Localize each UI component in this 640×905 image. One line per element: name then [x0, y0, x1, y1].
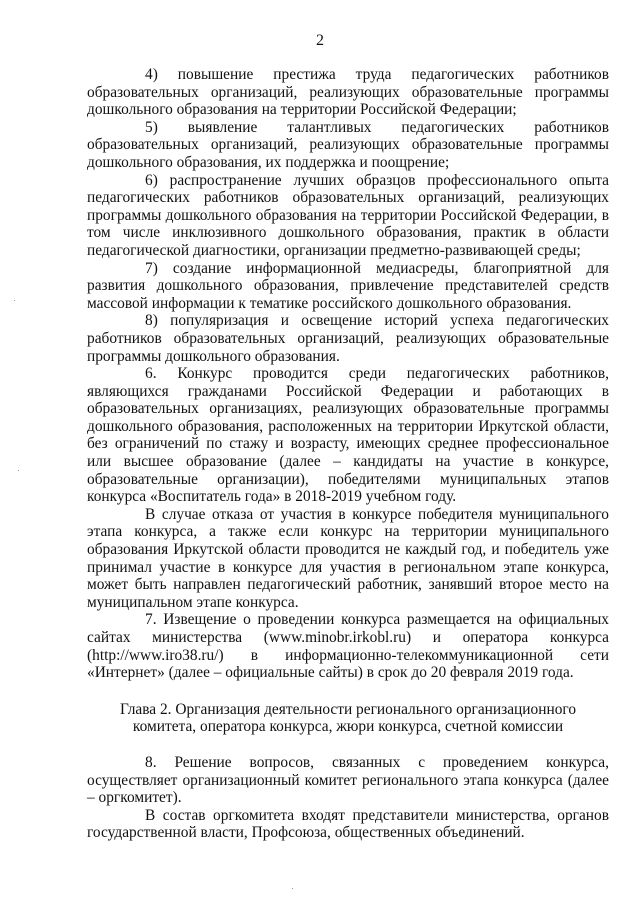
item-4-paragraph: 4) повышение престижа труда педагогических работников образовательных организаций, реализующих образовательные программы дошкольного образования на территории Российской Федерации; — [87, 66, 609, 119]
scan-artifact — [18, 470, 19, 471]
chapter-heading-line-2: комитета, оператора конкурса, жюри конкурса, счетной комиссии — [132, 718, 564, 736]
item-7-paragraph: 7) создание информационной медиасреды, благоприятной для развития дошкольного образования, привлечение представителей средств массовой информации к тематике российского дошкольного образования. — [87, 259, 609, 312]
clause-7-paragraph: 7. Извещение о проведении конкурса размещается на официальных сайтах министерства (www.minobr.irkobl.ru) и оператора конкурса (http://www.iro38.ru/) в информационно-телекоммуникационной сети «Интернет» (далее – официальные сайты) в срок до 20 февраля 2019 года. — [87, 611, 609, 682]
item-6-paragraph: 6) распространение лучших образцов профессионального опыта педагогических работников образовательных организаций, реализующих программы дошкольного образования на территории Российской Федерации, в том числе инклюзивного дошкольного образования, практик в области педагогической диагностики, организации предметно-развивающей среды; — [87, 171, 609, 259]
orgcommittee-composition-paragraph: В состав оргкомитета входят представители министерства, органов государственной власти, Профсоюза, общественных объединений. — [87, 806, 609, 842]
scan-artifact — [14, 300, 15, 301]
item-8-paragraph: 8) популяризация и освещение историй успеха педагогических работников образовательных организаций, реализующих образовательные программы дошкольного образования. — [87, 312, 609, 365]
scan-artifact — [292, 888, 293, 889]
clause-6-paragraph: 6. Конкурс проводится среди педагогических работников, являющихся гражданами Российской Федерации и работающих в образовательных организациях, реализующих образовательные программы дошкольного образования, расположенных на территории Иркутской области, без ограничений по стажу и возрасту, имеющих среднее профессиональное или высшее образование (далее – кандидаты на участие в конкурсе, образовательные организации), победителями муниципальных этапов конкурса «Воспитатель года» в 2018-2019 учебном году. — [87, 365, 609, 506]
refusal-case-paragraph: В случае отказа от участия в конкурсе победителя муниципального этапа конкурса, а также если конкурс на территории муниципального образования Иркутской области проводится не каждый год, и победитель уже принимал участие в конкурсе для участия в региональном этапе конкурса, может быть направлен педагогический работник, занявший второе место на муниципальном этапе конкурса. — [87, 505, 609, 611]
spacer — [87, 736, 609, 754]
page-number: 2 — [316, 32, 324, 49]
clause-8-paragraph: 8. Решение вопросов, связанных с проведением конкурса, осуществляет организационный комитет регионального этапа конкурса (далее – оргкомитет). — [87, 753, 609, 807]
document-body — [87, 66, 609, 842]
chapter-heading — [87, 701, 609, 736]
chapter-heading-line-1: Глава 2. Организация деятельности регионального организационного — [119, 700, 577, 718]
item-5-paragraph: 5) выявление талантливых педагогических работников образовательных организаций, реализующих образовательные программы дошкольного образования, их поддержка и поощрение; — [87, 118, 609, 171]
